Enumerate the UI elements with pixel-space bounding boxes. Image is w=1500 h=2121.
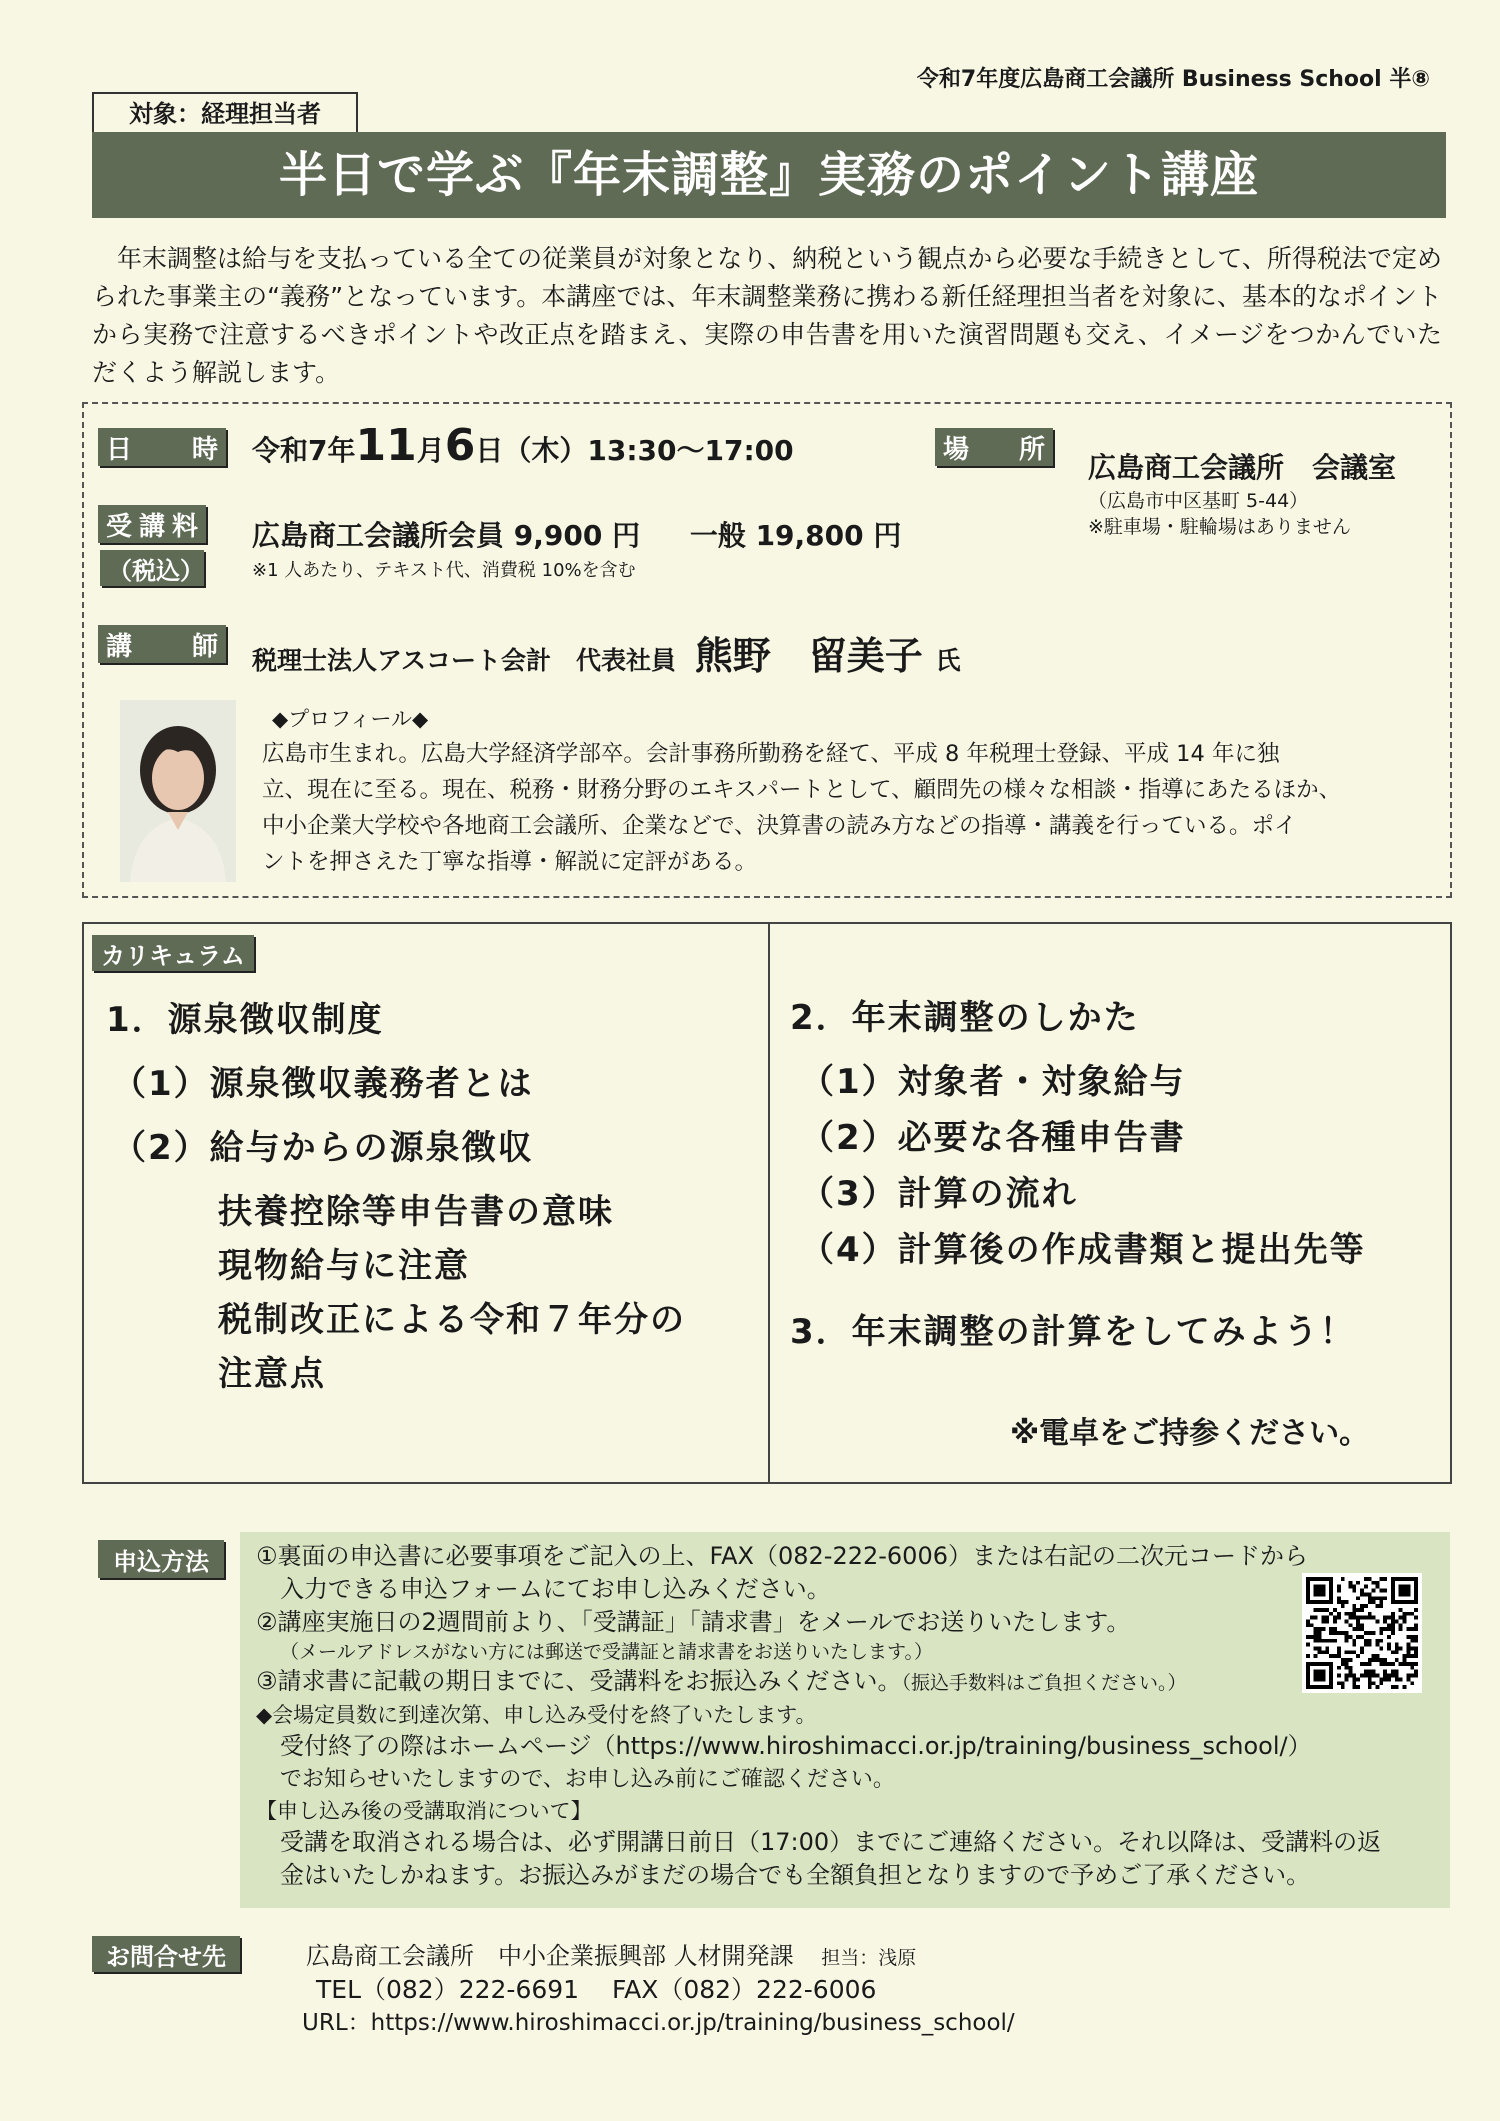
- curriculum-item: 1．源泉徴収制度: [106, 1000, 384, 1040]
- fee-member: 広島商工会議所会員 9,900 円: [252, 519, 641, 552]
- curriculum-item: （2）給与からの源泉徴収: [112, 1128, 534, 1168]
- profile-text: [262, 736, 1432, 880]
- profile-heading: ◆プロフィール◆: [272, 707, 429, 731]
- curriculum-divider: [768, 922, 770, 1484]
- curriculum-label: カリキュラム: [92, 935, 254, 971]
- apply-line: でお知らせいたしますので、お申し込み前にご確認ください。: [280, 1767, 895, 1792]
- intro-paragraph: 年末調整は給与を支払っている全ての従業員が対象となり、納税という観点から必要な手続きとして、所得税法で定められた事業主の“義務”となっています。本講座では、年末調整業務に携わる新任経理担当者を対象に、基本的なポイントから実務で注意するべきポイントや改正点を踏まえ、実際の申告書を用いた演習問題も交え、イメージをつかんでいただくよう解説します。: [92, 244, 1442, 387]
- apply-line: （メールアドレスがない方には郵送で受講証と請求書をお送りいたします。）: [280, 1641, 934, 1663]
- venue-note: ※駐車場・駐輪場はありません: [1088, 516, 1351, 538]
- datetime-label: [98, 428, 226, 466]
- curriculum-subitem: 税制改正による令和７年分の: [218, 1300, 686, 1340]
- cancel-line: 受講を取消される場合は、必ず開講日前日（17:00）までにご連絡ください。それ以降は、受講料の返: [280, 1828, 1382, 1856]
- cancel-line: 金はいたしかねます。お振込みがまだの場合でも全額負担となりますので予めご了承ください。: [280, 1861, 1311, 1889]
- curriculum-item: （1）源泉徴収義務者とは: [112, 1064, 534, 1104]
- datetime-month: 11: [355, 420, 417, 471]
- label-char: 講: [106, 631, 133, 662]
- fee-values: [252, 514, 901, 554]
- fee-note: ※1 人あたり、テキスト代、消費税 10%を含む: [252, 560, 636, 581]
- apply-line: [256, 1730, 1312, 1763]
- target-audience-tab: 対象：経理担当者: [92, 92, 358, 134]
- curriculum-subitem: 現物給与に注意: [218, 1246, 470, 1286]
- curriculum-note: ※電卓をご持参ください。: [1010, 1416, 1370, 1451]
- datetime-day: 6: [444, 420, 476, 471]
- curriculum-item: （1）対象者・対象給与: [800, 1062, 1186, 1102]
- fee-general: 一般 19,800 円: [689, 519, 902, 552]
- curriculum-item: （4）計算後の作成書類と提出先等: [800, 1230, 1366, 1270]
- datetime-prefix: 令和7年: [252, 434, 356, 467]
- lecturer-label: [98, 625, 226, 663]
- homepage-link[interactable]: 受付終了の際はホームページ（https://www.hiroshimacci.or.jp/training/business_school/）: [280, 1732, 1312, 1760]
- series-label: 令和7年度広島商工会議所 Business School 半⑧: [916, 67, 1430, 92]
- apply-line: ②講座実施日の2週間前より、「受講証」「請求書」をメールでお送りいたします。: [256, 1608, 1131, 1636]
- page-title: 半日で学ぶ『年末調整』実務のポイント講座: [92, 132, 1446, 218]
- contact-org-line: [306, 1936, 916, 1971]
- apply-text: [256, 1540, 1382, 1892]
- venue-label: [935, 428, 1053, 466]
- datetime-time: 日（木）13:30～17:00: [475, 434, 794, 467]
- label-char: 料: [171, 511, 198, 542]
- curriculum-item: （3）計算の流れ: [800, 1174, 1078, 1214]
- profile-line: 中小企業大学校や各地商工会議所、企業などで、決算書の読み方などの指導・講義を行っている。ポイ: [262, 813, 1297, 839]
- datetime-month-unit: 月: [416, 434, 445, 467]
- qr-code[interactable]: [1302, 1573, 1422, 1693]
- contact-person: 担当：浅原: [821, 1947, 917, 1969]
- contact-org: 広島商工会議所 中小企業振興部 人材開発課: [306, 1942, 794, 1970]
- apply-line: ③請求書に記載の期日までに、受講料をお振込みください。: [256, 1667, 902, 1695]
- label-char: 所: [1018, 434, 1045, 465]
- profile-line: 広島市生まれ。広島大学経済学部卒。会計事務所勤務を経て、平成 8 年税理士登録、平成 14 年に独: [262, 741, 1280, 767]
- apply-label: 申込方法: [98, 1540, 224, 1578]
- lecturer-photo: [120, 700, 236, 882]
- label-char: 場: [943, 434, 970, 465]
- curriculum-item: 3．年末調整の計算をしてみよう！: [790, 1312, 1356, 1352]
- lecturer-line: [252, 625, 960, 680]
- profile-line: ントを押さえた丁寧な指導・解説に定評がある。: [262, 849, 758, 875]
- contact-phones: TEL（082）222-6691 FAX（082）222-6006: [316, 1975, 877, 2004]
- label-char: 講: [138, 511, 165, 542]
- fee-label: [98, 505, 206, 543]
- label-char: 師: [191, 631, 218, 662]
- apply-line: 入力できる申込フォームにてお申し込みください。: [280, 1575, 831, 1603]
- apply-line-note: （振込手数料はご負担ください。）: [901, 1672, 1187, 1694]
- cancel-heading: 【申し込み後の受講取消について】: [256, 1799, 592, 1823]
- label-char: 受: [106, 511, 133, 542]
- lecturer-suffix: 氏: [935, 646, 961, 675]
- contact-label: お問合せ先: [92, 1936, 240, 1972]
- label-char: 時: [191, 434, 218, 465]
- profile-line: 立、現在に至る。現在、税務・財務分野のエキスパートとして、顧問先の様々な相談・指導にあたるほか、: [262, 777, 1342, 803]
- curriculum-subitem: 扶養控除等申告書の意味: [218, 1192, 614, 1232]
- datetime-value: [252, 420, 794, 471]
- curriculum-item: 2．年末調整のしかた: [790, 998, 1140, 1038]
- apply-line: ◆会場定員数に到達次第、申し込み受付を終了いたします。: [256, 1703, 817, 1727]
- label-char: 日: [106, 434, 133, 465]
- apply-line: ①裏面の申込書に必要事項をご記入の上、FAX（082-222-6006）または右記の二次元コードから: [256, 1542, 1308, 1570]
- venue-address: （広島市中区基町 5-44）: [1088, 490, 1309, 512]
- curriculum-item: （2）必要な各種申告書: [800, 1118, 1186, 1158]
- lecturer-org: 税理士法人アスコート会計 代表社員: [252, 646, 677, 675]
- contact-url[interactable]: URL：https://www.hiroshimacci.or.jp/training/business_school/: [302, 2010, 1015, 2036]
- lecturer-name: 熊野 留美子: [694, 634, 923, 678]
- curriculum-subitem: 注意点: [218, 1354, 326, 1394]
- venue-name: 広島商工会議所 会議室: [1088, 451, 1397, 484]
- fee-tax-label: （税込）: [100, 550, 204, 586]
